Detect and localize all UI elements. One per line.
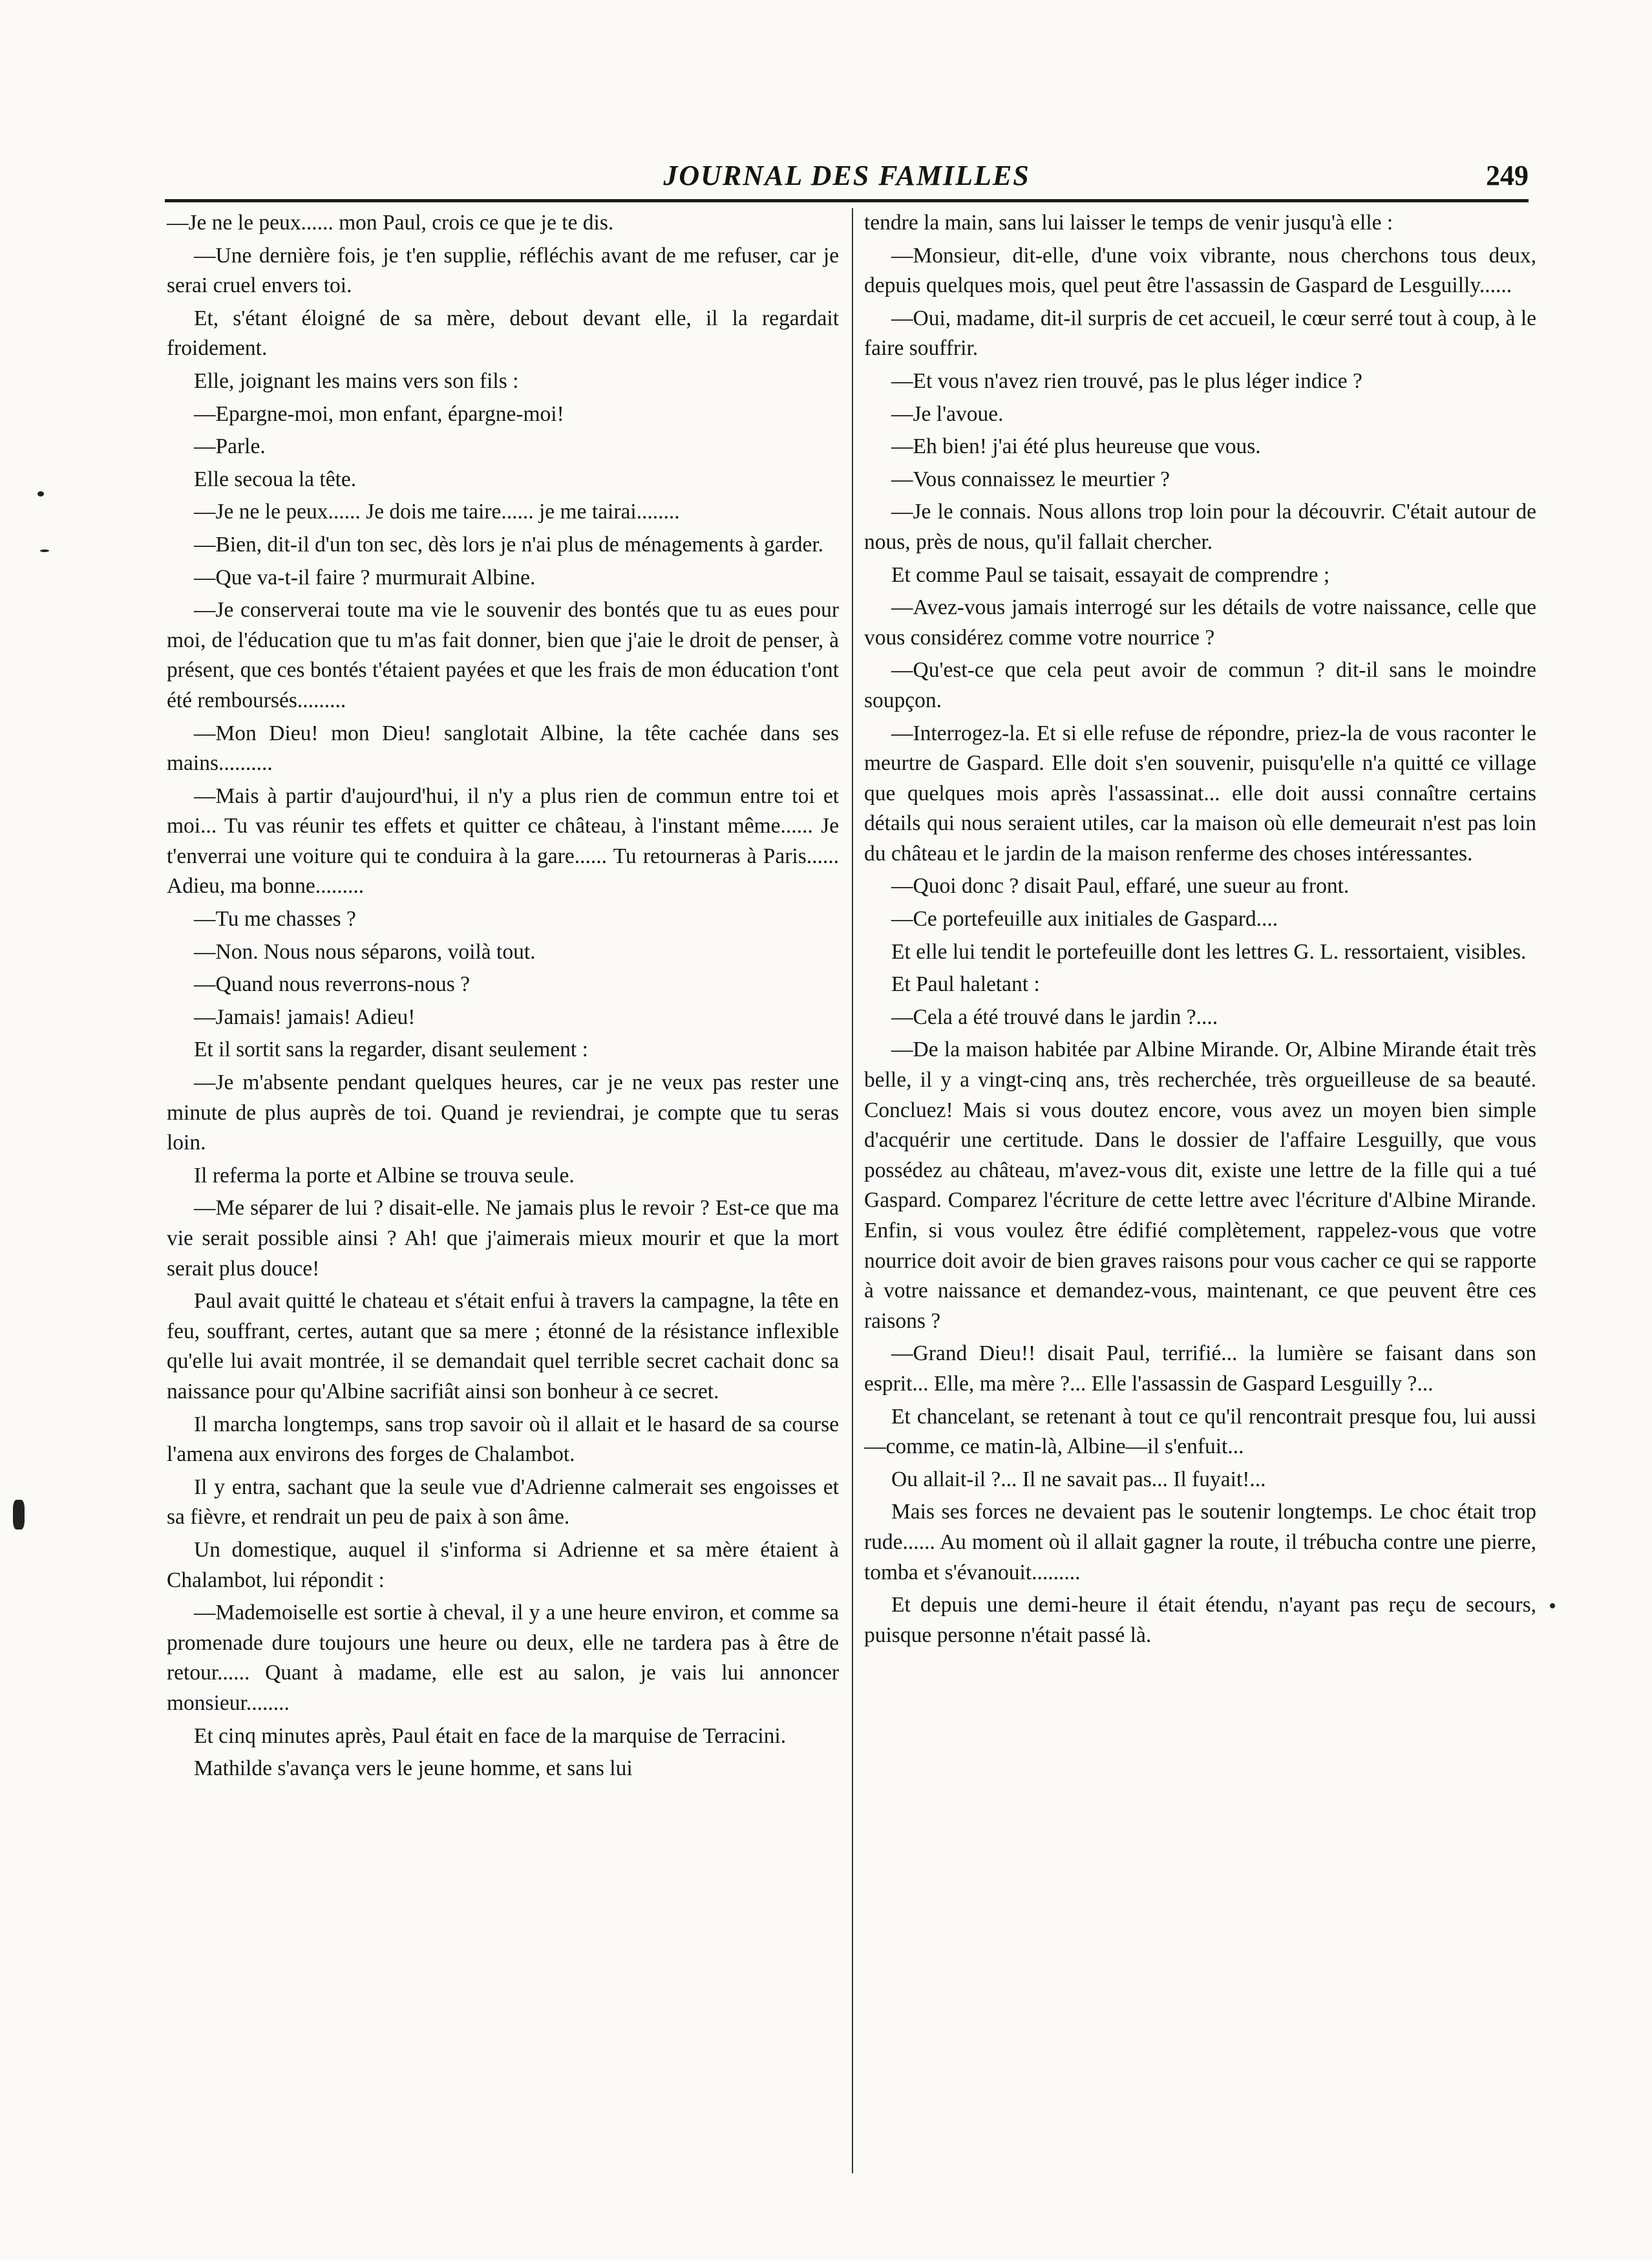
- paragraph: Ou allait-il ?... Il ne savait pas... Il fuyait!...: [891, 1467, 1266, 1491]
- paragraph: —Mais à partir d'aujourd'hui, il n'y a plus rien de commun entre toi et moi... Tu vas réunir tes effets et quitter ce château, à l'instant même...... Je t'enverrai une voiture qui te conduira à la gare...... Tu retourneras à Paris...... Adieu, ma bonne.........: [167, 784, 839, 899]
- ink-speck: [37, 491, 44, 496]
- paragraph: Et elle lui tendit le portefeuille dont les lettres G. L. ressortaient, visibles.: [891, 939, 1527, 964]
- ink-speck: [13, 1500, 25, 1530]
- paragraph: Mais ses forces ne devaient pas le soutenir longtemps. Le choc était trop rude...... Au moment où il allait gagner la route, il trébucha contre une pierre, tomba et s'évanouit.........: [864, 1500, 1536, 1584]
- paragraph: —Que va-t-il faire ? murmurait Albine.: [194, 565, 536, 590]
- paragraph: —Monsieur, dit-elle, d'une voix vibrante, nous cherchons tous deux, depuis quelques mois, quel peut être l'assassin de Gaspard de Lesguilly......: [864, 243, 1536, 298]
- paragraph: —Je ne le peux...... mon Paul, crois ce que je te dis.: [167, 211, 614, 235]
- paragraph: —Tu me chasses ?: [194, 907, 356, 932]
- paragraph: —Je l'avoue.: [891, 401, 1004, 426]
- page-header: [165, 154, 1529, 202]
- paragraph: Il marcha longtemps, sans trop savoir où il allait et le hasard de sa course l'amena aux environs des forges de Chalambot.: [167, 1412, 839, 1467]
- paragraph: —Oui, madame, dit-il surpris de cet accueil, le cœur serré tout à coup, à le faire souffrir.: [864, 306, 1536, 361]
- paragraph: —Avez-vous jamais interrogé sur les détails de votre naissance, celle que vous considérez comme votre nourrice ?: [864, 595, 1536, 650]
- ink-speck: [40, 549, 49, 552]
- paragraph: —Parle.: [194, 434, 266, 459]
- paragraph: Et Paul haletant :: [891, 972, 1040, 997]
- paragraph: Il y entra, sachant que la seule vue d'Adrienne calmerait ses engoisses et sa fièvre, et rendrait un peu de paix à son âme.: [167, 1475, 839, 1530]
- paragraph: —Je conserverai toute ma vie le souvenir des bontés que tu as eues pour moi, de l'éducation que tu m'as fait donner, bien que j'aie le droit de penser, à présent, que ces bontés t'étaient payées et que les frais de mon éducation t'ont été remboursés.........: [167, 598, 839, 712]
- paragraph: —Cela a été trouvé dans le jardin ?....: [891, 1005, 1218, 1029]
- paragraph: —Jamais! jamais! Adieu!: [194, 1005, 416, 1029]
- paragraph: —Epargne-moi, mon enfant, épargne-moi!: [194, 401, 564, 426]
- paragraph: Et cinq minutes après, Paul était en face de la marquise de Terracini.: [194, 1723, 787, 1748]
- ink-speck: [1550, 1603, 1555, 1608]
- left-column: [167, 208, 839, 1787]
- paragraph: —Mademoiselle est sortie à cheval, il y a une heure environ, et comme sa promenade dure toujours une heure ou deux, elle ne tardera pas à être de retour...... Quant à madame, elle est au salon, je vais lui annoncer monsieur........: [167, 1601, 839, 1715]
- paragraph: —Quoi donc ? disait Paul, effaré, une sueur au front.: [891, 874, 1350, 899]
- column-divider: [852, 208, 853, 2173]
- paragraph: —Interrogez-la. Et si elle refuse de répondre, priez-la de vous raconter le meurtre de Gaspard. Elle doit s'en souvenir, puisqu'elle n'a quitté ce village que quelques mois après l'assassinat... elle doit aussi connaître certains détails qui nous seraient utiles, car la maison où elle demeurait n'est pas loin du château et le jardin de la maison renferme des choses intéressantes.: [864, 721, 1536, 866]
- paragraph: Elle, joignant les mains vers son fils :: [194, 368, 519, 393]
- paragraph: Et chancelant, se retenant à tout ce qu'il rencontrait presque fou, lui aussi—comme, ce matin-là, Albine—il s'enfuit...: [864, 1404, 1536, 1459]
- paragraph: Et depuis une demi-heure il était étendu, n'ayant pas reçu de secours, puisque personne n'était passé là.: [864, 1593, 1536, 1647]
- paragraph: Elle secoua la tête.: [194, 467, 357, 491]
- paragraph: Un domestique, auquel il s'informa si Adrienne et sa mère étaient à Chalambot, lui répondit :: [167, 1537, 839, 1592]
- paragraph: —Je m'absente pendant quelques heures, car je ne veux pas rester une minute de plus auprès de toi. Quand je reviendrai, je compte que tu seras loin.: [167, 1071, 839, 1155]
- journal-title: JOURNAL DES FAMILLES: [663, 160, 1030, 191]
- paragraph: —Et vous n'avez rien trouvé, pas le plus léger indice ?: [891, 368, 1362, 393]
- paragraph: —Ce portefeuille aux initiales de Gaspard....: [891, 907, 1278, 932]
- paragraph: —Je ne le peux...... Je dois me taire...... je me tairai........: [194, 500, 680, 524]
- paragraph: —Grand Dieu!! disait Paul, terrifié... la lumière se faisant dans son esprit... Elle, ma mère ?... Elle l'assassin de Gaspard Lesguilly ?...: [864, 1341, 1536, 1396]
- paragraph: —Qu'est-ce que cela peut avoir de commun ? dit-il sans le moindre soupçon.: [864, 658, 1536, 712]
- paragraph: —Eh bien! j'ai été plus heureuse que vous.: [891, 434, 1261, 459]
- paragraph: Paul avait quitté le chateau et s'était enfui à travers la campagne, la tête en feu, souffrant, certes, autant que sa mere ; étonné de la résistance inflexible qu'elle lui avait montrée, il se demandait quel terrible secret cachait donc sa naissance pour qu'Albine sacrifiât ainsi son bonheur à ce secret.: [167, 1289, 839, 1403]
- paragraph: —Bien, dit-il d'un ton sec, dès lors je n'ai plus de ménagements à garder.: [194, 532, 824, 557]
- paragraph: Et, s'étant éloigné de sa mère, debout devant elle, il la regardait froidement.: [167, 306, 839, 361]
- paragraph: —Je le connais. Nous allons trop loin pour la découvrir. C'était autour de nous, près de nous, qu'il fallait chercher.: [864, 500, 1536, 554]
- paragraph: —Quand nous reverrons-nous ?: [194, 972, 471, 997]
- paragraph: —Vous connaissez le meurtier ?: [891, 467, 1170, 491]
- paragraph: Mathilde s'avança vers le jeune homme, et sans lui: [194, 1756, 633, 1781]
- paragraph: Et il sortit sans la regarder, disant seulement :: [194, 1038, 588, 1062]
- paragraph: —Mon Dieu! mon Dieu! sanglotait Albine, la tête cachée dans ses mains..........: [167, 721, 839, 776]
- paragraph: —Une dernière fois, je t'en supplie, réfléchis avant de me refuser, car je serai cruel envers toi.: [167, 243, 839, 298]
- paragraph: —De la maison habitée par Albine Mirande. Or, Albine Mirande était très belle, il y a vingt-cinq ans, très recherchée, très orgueilleuse de sa beauté. Concluez! Mais si vous doutez encore, vous avez un moyen bien simple d'acquérir une certitude. Dans le dossier de l'affaire Lesguilly, que vous possédez au château, m'avez-vous dit, existe une lettre de la fille qui a tué Gaspard. Comparez l'écriture de cette lettre avec l'écriture d'Albine Mirande. Enfin, si vous voulez être édifié complètement, rappelez-vous que votre nourrice doit avoir de bien graves raisons pour vous cacher ce qui se rapporte à votre naissance et demandez-vous, maintenant, ce que peuvent être ces raisons ?: [864, 1038, 1536, 1333]
- paragraph: Il referma la porte et Albine se trouva seule.: [194, 1163, 575, 1188]
- page-number: 249: [1486, 160, 1529, 191]
- right-column: [864, 208, 1536, 1653]
- paragraph: Et comme Paul se taisait, essayait de comprendre ;: [891, 562, 1330, 587]
- paragraph: —Non. Nous nous séparons, voilà tout.: [194, 939, 536, 964]
- paragraph: —Me séparer de lui ? disait-elle. Ne jamais plus le revoir ? Est-ce que ma vie serait possible ainsi ? Ah! que j'aimerais mieux mourir et que la mort serait plus douce!: [167, 1196, 839, 1281]
- paragraph: tendre la main, sans lui laisser le temps de venir jusqu'à elle :: [864, 211, 1393, 235]
